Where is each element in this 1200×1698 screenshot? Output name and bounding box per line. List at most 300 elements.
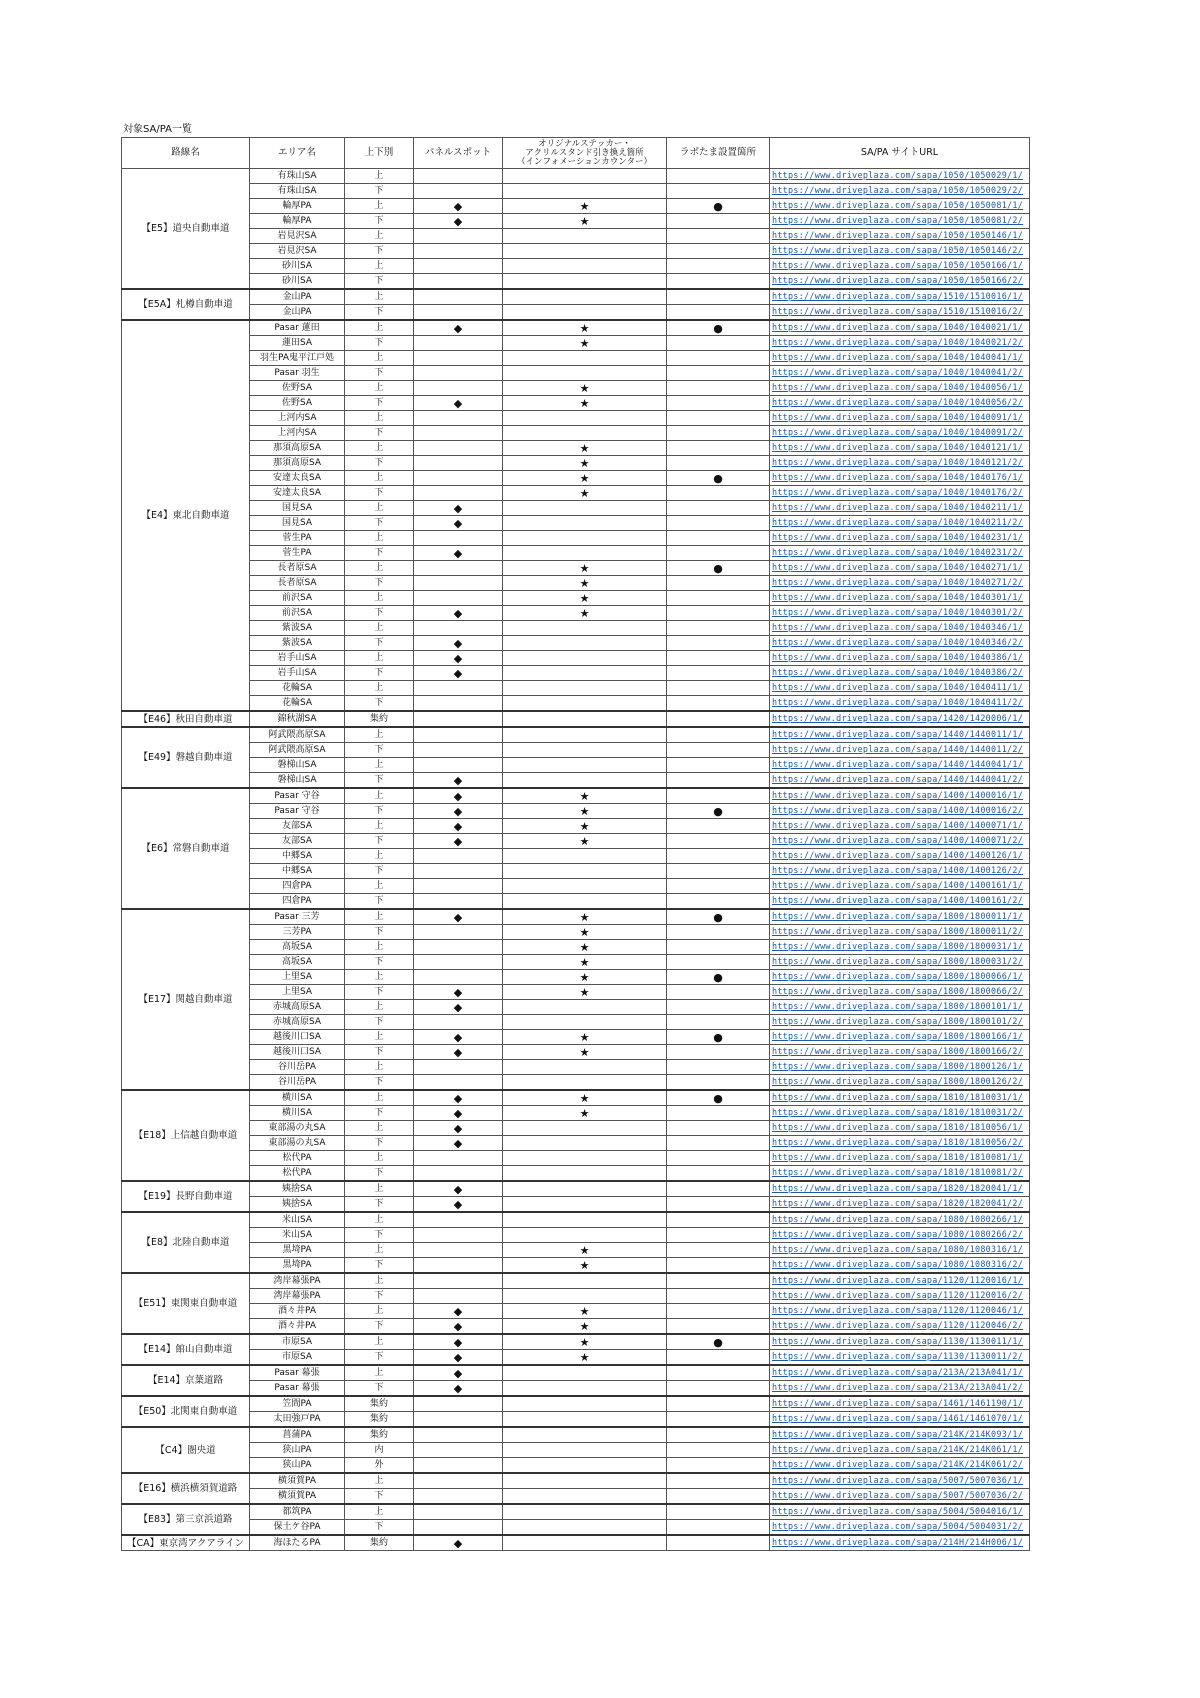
direction-cell: 下 [345, 305, 414, 321]
sapa-url-link[interactable]: https://www.driveplaza.com/sapa/1800/1800031/2/ [772, 956, 1024, 966]
table-row [122, 169, 1030, 184]
url-cell [770, 1166, 1030, 1182]
labotama-mark-cell [667, 1015, 770, 1030]
sapa-url-link[interactable]: https://www.driveplaza.com/sapa/1800/1800101/1/ [772, 1001, 1024, 1011]
sapa-url-link[interactable]: https://www.driveplaza.com/sapa/1040/1040411/2/ [772, 697, 1024, 707]
table-row [122, 1090, 1030, 1106]
url-cell [770, 305, 1030, 321]
url-cell [770, 396, 1030, 411]
table-row [122, 606, 1030, 621]
sticker-mark-cell [503, 1489, 667, 1505]
sapa-url-link[interactable]: https://www.driveplaza.com/sapa/1080/1080266/1/ [772, 1214, 1024, 1224]
labotama-mark-cell [667, 666, 770, 681]
sapa-url-link[interactable]: https://www.driveplaza.com/sapa/1800/1800011/1/ [772, 911, 1024, 921]
sapa-url-link[interactable]: https://www.driveplaza.com/sapa/1800/1800011/2/ [772, 926, 1024, 936]
url-cell [770, 1381, 1030, 1397]
sapa-url-link[interactable]: https://www.driveplaza.com/sapa/1820/1820041/1/ [772, 1183, 1024, 1193]
sapa-url-link[interactable]: https://www.driveplaza.com/sapa/1400/1400016/1/ [772, 790, 1024, 800]
sapa-url-link[interactable]: https://www.driveplaza.com/sapa/213A/213A041/2/ [772, 1382, 1024, 1392]
table-row [122, 879, 1030, 894]
direction-cell: 上 [345, 1365, 414, 1381]
sapa-url-link[interactable]: https://www.driveplaza.com/sapa/1130/1130011/2/ [772, 1351, 1024, 1361]
sapa-url-link[interactable]: https://www.driveplaza.com/sapa/1040/1040411/1/ [772, 682, 1024, 692]
sapa-url-link[interactable]: https://www.driveplaza.com/sapa/1040/1040021/1/ [772, 322, 1024, 332]
labotama-mark-cell: ● [667, 804, 770, 819]
panel-spot-mark-cell [414, 970, 503, 985]
table-row [122, 1489, 1030, 1505]
route-name-cell: 【E5A】札樽自動車道 [122, 289, 250, 320]
sapa-url-link[interactable]: https://www.driveplaza.com/sapa/1050/1050146/1/ [772, 230, 1024, 240]
url-cell [770, 411, 1030, 426]
area-name-cell: 菅生PA [250, 546, 345, 561]
sapa-url-link[interactable]: https://www.driveplaza.com/sapa/1040/1040271/2/ [772, 577, 1024, 587]
route-name-cell: 【E4】東北自動車道 [122, 320, 250, 711]
table-row [122, 471, 1030, 486]
labotama-mark-cell [667, 636, 770, 651]
labotama-mark-cell [667, 441, 770, 456]
sapa-url-link[interactable]: https://www.driveplaza.com/sapa/1120/1120046/2/ [772, 1320, 1024, 1330]
area-name-cell: 米山SA [250, 1228, 345, 1243]
area-name-cell: 三芳PA [250, 925, 345, 940]
panel-spot-mark-cell [414, 366, 503, 381]
sapa-url-link[interactable]: https://www.driveplaza.com/sapa/5004/5004031/2/ [772, 1521, 1024, 1531]
url-cell [770, 336, 1030, 351]
route-name-cell: 【E50】北関東自動車道 [122, 1396, 250, 1427]
table-row [122, 681, 1030, 696]
labotama-mark-cell [667, 1121, 770, 1136]
direction-cell: 下 [345, 773, 414, 789]
direction-cell: 下 [345, 1197, 414, 1213]
sapa-url-link[interactable]: https://www.driveplaza.com/sapa/1120/1120046/1/ [772, 1305, 1024, 1315]
sapa-url-link[interactable]: https://www.driveplaza.com/sapa/1400/1400071/1/ [772, 820, 1024, 830]
direction-cell: 上 [345, 289, 414, 305]
panel-spot-mark-cell [414, 1473, 503, 1489]
sapa-url-link[interactable]: https://www.driveplaza.com/sapa/1820/1820041/2/ [772, 1198, 1024, 1208]
sapa-url-link[interactable]: https://www.driveplaza.com/sapa/1420/1420006/1/ [772, 713, 1024, 723]
url-cell [770, 758, 1030, 773]
sapa-url-link[interactable]: https://www.driveplaza.com/sapa/1040/1040121/1/ [772, 442, 1024, 452]
area-name-cell: 前沢SA [250, 591, 345, 606]
labotama-mark-cell [667, 381, 770, 396]
area-name-cell: 横須賀PA [250, 1489, 345, 1505]
labotama-mark-cell [667, 849, 770, 864]
sapa-url-link[interactable]: https://www.driveplaza.com/sapa/213A/213A041/1/ [772, 1367, 1024, 1377]
labotama-mark-cell [667, 681, 770, 696]
sapa-url-link[interactable]: https://www.driveplaza.com/sapa/1810/1810056/2/ [772, 1137, 1024, 1147]
sapa-url-link[interactable]: https://www.driveplaza.com/sapa/1400/1400071/2/ [772, 835, 1024, 845]
table-body [122, 169, 1030, 1551]
area-name-cell: 東部湯の丸SA [250, 1136, 345, 1151]
panel-spot-mark-cell: ◆ [414, 199, 503, 214]
direction-cell: 上 [345, 681, 414, 696]
sapa-url-link[interactable]: https://www.driveplaza.com/sapa/1040/1040301/2/ [772, 607, 1024, 617]
url-cell [770, 1396, 1030, 1412]
table-row [122, 305, 1030, 321]
panel-spot-mark-cell: ◆ [414, 636, 503, 651]
table-row [122, 651, 1030, 666]
url-cell [770, 621, 1030, 636]
sapa-url-link[interactable]: https://www.driveplaza.com/sapa/1120/1120016/2/ [772, 1290, 1024, 1300]
table-row [122, 1151, 1030, 1166]
area-name-cell: Pasar 幕張 [250, 1381, 345, 1397]
url-cell [770, 516, 1030, 531]
panel-spot-mark-cell: ◆ [414, 834, 503, 849]
direction-cell: 集約 [345, 1396, 414, 1412]
sticker-mark-cell: ★ [503, 970, 667, 985]
panel-spot-mark-cell [414, 1412, 503, 1428]
table-row [122, 864, 1030, 879]
sapa-url-link[interactable]: https://www.driveplaza.com/sapa/1440/1440041/1/ [772, 759, 1024, 769]
sticker-mark-cell [503, 546, 667, 561]
labotama-mark-cell [667, 1212, 770, 1228]
labotama-mark-cell [667, 1273, 770, 1289]
table-row [122, 985, 1030, 1000]
sticker-mark-cell [503, 1273, 667, 1289]
table-row [122, 184, 1030, 199]
area-name-cell: 佐野SA [250, 396, 345, 411]
table-row [122, 229, 1030, 244]
area-name-cell: 岩手山SA [250, 651, 345, 666]
sapa-url-link[interactable]: https://www.driveplaza.com/sapa/1040/1040346/1/ [772, 622, 1024, 632]
sapa-url-link[interactable]: https://www.driveplaza.com/sapa/1800/1800101/2/ [772, 1016, 1024, 1026]
direction-cell: 上 [345, 381, 414, 396]
labotama-mark-cell [667, 1365, 770, 1381]
table-row [122, 909, 1030, 925]
table-row [122, 381, 1030, 396]
sapa-url-link[interactable]: https://www.driveplaza.com/sapa/5007/5007036/1/ [772, 1475, 1024, 1485]
sapa-url-link[interactable]: https://www.driveplaza.com/sapa/1040/1040056/1/ [772, 382, 1024, 392]
sapa-url-link[interactable]: https://www.driveplaza.com/sapa/1040/1040211/2/ [772, 517, 1024, 527]
area-name-cell: 谷川岳PA [250, 1060, 345, 1075]
sapa-url-link[interactable]: https://www.driveplaza.com/sapa/1040/1040211/1/ [772, 502, 1024, 512]
url-cell [770, 1458, 1030, 1474]
labotama-mark-cell: ● [667, 1334, 770, 1350]
url-cell [770, 289, 1030, 305]
header-panel-spot: パネルスポット [414, 138, 503, 169]
table-row [122, 1443, 1030, 1458]
sticker-mark-cell [503, 184, 667, 199]
sticker-mark-cell: ★ [503, 819, 667, 834]
sticker-mark-cell [503, 743, 667, 758]
area-name-cell: 那須高原SA [250, 441, 345, 456]
direction-cell: 下 [345, 925, 414, 940]
labotama-mark-cell [667, 864, 770, 879]
url-cell [770, 849, 1030, 864]
sticker-mark-cell: ★ [503, 909, 667, 925]
table-row [122, 1166, 1030, 1182]
sapa-url-link[interactable]: https://www.driveplaza.com/sapa/1080/1080316/2/ [772, 1259, 1024, 1269]
direction-cell: 集約 [345, 711, 414, 727]
sticker-mark-cell [503, 1458, 667, 1474]
direction-cell: 上 [345, 909, 414, 925]
sapa-url-link[interactable]: https://www.driveplaza.com/sapa/1800/1800126/1/ [772, 1061, 1024, 1071]
direction-cell: 上 [345, 471, 414, 486]
sticker-mark-cell: ★ [503, 381, 667, 396]
table-row [122, 561, 1030, 576]
sticker-mark-cell [503, 169, 667, 184]
sapa-url-link[interactable]: https://www.driveplaza.com/sapa/1050/1050029/1/ [772, 170, 1024, 180]
sapa-url-link[interactable]: https://www.driveplaza.com/sapa/214K/214K093/1/ [772, 1429, 1024, 1439]
area-name-cell: 紫波SA [250, 621, 345, 636]
panel-spot-mark-cell: ◆ [414, 1334, 503, 1350]
sapa-url-link[interactable]: https://www.driveplaza.com/sapa/1080/1080266/2/ [772, 1229, 1024, 1239]
sapa-url-link[interactable]: https://www.driveplaza.com/sapa/5007/5007036/2/ [772, 1490, 1024, 1500]
panel-spot-mark-cell [414, 561, 503, 576]
table-row [122, 289, 1030, 305]
url-cell [770, 561, 1030, 576]
direction-cell: 下 [345, 985, 414, 1000]
area-name-cell: 菅生PA [250, 531, 345, 546]
direction-cell: 集約 [345, 1412, 414, 1428]
sticker-mark-cell [503, 1520, 667, 1536]
sapa-url-link[interactable]: https://www.driveplaza.com/sapa/1040/1040346/2/ [772, 637, 1024, 647]
sapa-url-link[interactable]: https://www.driveplaza.com/sapa/1050/1050029/2/ [772, 185, 1024, 195]
labotama-mark-cell [667, 1304, 770, 1319]
sapa-url-link[interactable]: https://www.driveplaza.com/sapa/1040/1040021/2/ [772, 337, 1024, 347]
direction-cell: 上 [345, 621, 414, 636]
sapa-url-link[interactable]: https://www.driveplaza.com/sapa/1040/1040091/2/ [772, 427, 1024, 437]
panel-spot-mark-cell [414, 1243, 503, 1258]
labotama-mark-cell [667, 184, 770, 199]
sapa-url-link[interactable]: https://www.driveplaza.com/sapa/1800/1800166/2/ [772, 1046, 1024, 1056]
table-row [122, 1106, 1030, 1121]
direction-cell: 上 [345, 1121, 414, 1136]
sticker-mark-cell [503, 426, 667, 441]
area-name-cell: 金山PA [250, 305, 345, 321]
table-row [122, 1289, 1030, 1304]
sapa-url-link[interactable]: https://www.driveplaza.com/sapa/1040/1040271/1/ [772, 562, 1024, 572]
direction-cell: 上 [345, 1504, 414, 1520]
sapa-url-link[interactable]: https://www.driveplaza.com/sapa/1050/1050166/2/ [772, 275, 1024, 285]
sapa-url-link[interactable]: https://www.driveplaza.com/sapa/1510/1510016/2/ [772, 306, 1024, 316]
sapa-url-link[interactable]: https://www.driveplaza.com/sapa/1440/1440011/1/ [772, 729, 1024, 739]
panel-spot-mark-cell: ◆ [414, 788, 503, 804]
sticker-mark-cell [503, 1015, 667, 1030]
sapa-url-link[interactable]: https://www.driveplaza.com/sapa/1800/1800166/1/ [772, 1031, 1024, 1041]
sapa-url-link[interactable]: https://www.driveplaza.com/sapa/1440/1440011/2/ [772, 744, 1024, 754]
table-row [122, 1319, 1030, 1335]
labotama-mark-cell [667, 727, 770, 743]
url-cell [770, 804, 1030, 819]
sapa-url-link[interactable]: https://www.driveplaza.com/sapa/1050/1050166/1/ [772, 260, 1024, 270]
area-name-cell: 市原SA [250, 1334, 345, 1350]
area-name-cell: 安達太良SA [250, 471, 345, 486]
sapa-url-link[interactable]: https://www.driveplaza.com/sapa/1050/1050081/2/ [772, 215, 1024, 225]
url-cell [770, 1212, 1030, 1228]
area-name-cell: Pasar 幕張 [250, 1365, 345, 1381]
sticker-mark-cell: ★ [503, 788, 667, 804]
labotama-mark-cell [667, 1473, 770, 1489]
area-name-cell: 横須賀PA [250, 1473, 345, 1489]
direction-cell: 下 [345, 456, 414, 471]
labotama-mark-cell [667, 1045, 770, 1060]
route-name-cell: 【E49】磐越自動車道 [122, 727, 250, 788]
sapa-url-link[interactable]: https://www.driveplaza.com/sapa/1050/1050146/2/ [772, 245, 1024, 255]
url-cell [770, 819, 1030, 834]
panel-spot-mark-cell [414, 259, 503, 274]
sapa-url-link[interactable]: https://www.driveplaza.com/sapa/1050/1050081/1/ [772, 200, 1024, 210]
table-row [122, 955, 1030, 970]
sapa-url-link[interactable]: https://www.driveplaza.com/sapa/1080/1080316/1/ [772, 1244, 1024, 1254]
table-row [122, 366, 1030, 381]
table-row [122, 849, 1030, 864]
sapa-url-link[interactable]: https://www.driveplaza.com/sapa/1461/1461070/1/ [772, 1413, 1024, 1423]
table-row [122, 1412, 1030, 1428]
labotama-mark-cell [667, 289, 770, 305]
sapa-url-link[interactable]: https://www.driveplaza.com/sapa/1040/1040176/1/ [772, 472, 1024, 482]
sapa-url-link[interactable]: https://www.driveplaza.com/sapa/1800/1800031/1/ [772, 941, 1024, 951]
area-name-cell: 笠間PA [250, 1396, 345, 1412]
url-cell [770, 471, 1030, 486]
sapa-url-link[interactable]: https://www.driveplaza.com/sapa/1800/1800066/1/ [772, 971, 1024, 981]
sapa-url-link[interactable]: https://www.driveplaza.com/sapa/1510/1510016/1/ [772, 291, 1024, 301]
direction-cell: 上 [345, 1212, 414, 1228]
area-name-cell: 市原SA [250, 1350, 345, 1366]
sapa-url-link[interactable]: https://www.driveplaza.com/sapa/5004/5004016/1/ [772, 1506, 1024, 1516]
panel-spot-mark-cell [414, 1212, 503, 1228]
table-row [122, 804, 1030, 819]
sapa-url-link[interactable]: https://www.driveplaza.com/sapa/1040/1040386/1/ [772, 652, 1024, 662]
url-cell [770, 834, 1030, 849]
sapa-url-link[interactable]: https://www.driveplaza.com/sapa/1040/1040091/1/ [772, 412, 1024, 422]
sticker-mark-cell [503, 1151, 667, 1166]
url-cell [770, 381, 1030, 396]
area-name-cell: 四倉PA [250, 879, 345, 894]
sapa-url-link[interactable]: https://www.driveplaza.com/sapa/1400/1400161/2/ [772, 895, 1024, 905]
direction-cell: 下 [345, 606, 414, 621]
sapa-url-link[interactable]: https://www.driveplaza.com/sapa/1040/1040176/2/ [772, 487, 1024, 497]
area-name-cell: 姨捨SA [250, 1181, 345, 1197]
panel-spot-mark-cell [414, 1489, 503, 1505]
sapa-url-link[interactable]: https://www.driveplaza.com/sapa/214K/214K061/2/ [772, 1459, 1024, 1469]
url-cell [770, 788, 1030, 804]
area-name-cell: 岩見沢SA [250, 229, 345, 244]
direction-cell: 下 [345, 864, 414, 879]
table-row [122, 259, 1030, 274]
direction-cell: 下 [345, 1166, 414, 1182]
area-name-cell: 磐梯山SA [250, 773, 345, 789]
labotama-mark-cell [667, 305, 770, 321]
sapa-url-link[interactable]: https://www.driveplaza.com/sapa/1810/1810031/1/ [772, 1092, 1024, 1102]
table-row [122, 516, 1030, 531]
panel-spot-mark-cell [414, 411, 503, 426]
sapa-url-link[interactable]: https://www.driveplaza.com/sapa/1461/1461190/1/ [772, 1398, 1024, 1408]
url-cell [770, 1197, 1030, 1213]
table-row [122, 940, 1030, 955]
labotama-mark-cell [667, 1350, 770, 1366]
area-name-cell: 中郷SA [250, 849, 345, 864]
sapa-url-link[interactable]: https://www.driveplaza.com/sapa/1040/1040041/1/ [772, 352, 1024, 362]
url-cell [770, 681, 1030, 696]
direction-cell: 下 [345, 396, 414, 411]
direction-cell: 上 [345, 411, 414, 426]
panel-spot-mark-cell: ◆ [414, 1197, 503, 1213]
sticker-mark-cell [503, 1166, 667, 1182]
sapa-url-link[interactable]: https://www.driveplaza.com/sapa/1040/1040041/2/ [772, 367, 1024, 377]
sapa-url-link[interactable]: https://www.driveplaza.com/sapa/1800/1800126/2/ [772, 1076, 1024, 1086]
sapa-url-link[interactable]: https://www.driveplaza.com/sapa/1400/1400126/1/ [772, 850, 1024, 860]
labotama-mark-cell [667, 1427, 770, 1443]
panel-spot-mark-cell [414, 1427, 503, 1443]
sapa-url-link[interactable]: https://www.driveplaza.com/sapa/214K/214K061/1/ [772, 1444, 1024, 1454]
sticker-mark-cell: ★ [503, 456, 667, 471]
sapa-url-link[interactable]: https://www.driveplaza.com/sapa/1400/1400161/1/ [772, 880, 1024, 890]
sticker-mark-cell [503, 1412, 667, 1428]
sapa-url-link[interactable]: https://www.driveplaza.com/sapa/1040/1040301/1/ [772, 592, 1024, 602]
labotama-mark-cell: ● [667, 1030, 770, 1045]
sapa-url-link[interactable]: https://www.driveplaza.com/sapa/1810/1810056/1/ [772, 1122, 1024, 1132]
sticker-mark-cell [503, 1075, 667, 1091]
area-name-cell: 松代PA [250, 1166, 345, 1182]
sapa-url-link[interactable]: https://www.driveplaza.com/sapa/1800/1800066/2/ [772, 986, 1024, 996]
panel-spot-mark-cell [414, 1015, 503, 1030]
sapa-url-link[interactable]: https://www.driveplaza.com/sapa/1040/1040121/2/ [772, 457, 1024, 467]
url-cell [770, 727, 1030, 743]
table-row [122, 1273, 1030, 1289]
labotama-mark-cell [667, 274, 770, 290]
panel-spot-mark-cell: ◆ [414, 1090, 503, 1106]
labotama-mark-cell: ● [667, 1090, 770, 1106]
sapa-url-link[interactable]: https://www.driveplaza.com/sapa/1120/1120016/1/ [772, 1275, 1024, 1285]
direction-cell: 下 [345, 696, 414, 712]
sticker-mark-cell: ★ [503, 925, 667, 940]
table-row [122, 1458, 1030, 1474]
panel-spot-mark-cell [414, 1258, 503, 1274]
sapa-url-link[interactable]: https://www.driveplaza.com/sapa/214H/214H006/1/ [772, 1537, 1024, 1547]
url-cell [770, 1243, 1030, 1258]
area-name-cell: 花輪SA [250, 681, 345, 696]
url-cell [770, 1045, 1030, 1060]
route-name-cell: 【E46】秋田自動車道 [122, 711, 250, 727]
sapa-url-link[interactable]: https://www.driveplaza.com/sapa/1400/1400126/2/ [772, 865, 1024, 875]
panel-spot-mark-cell: ◆ [414, 1365, 503, 1381]
sapa-url-link[interactable]: https://www.driveplaza.com/sapa/1040/1040056/2/ [772, 397, 1024, 407]
table-row [122, 1535, 1030, 1551]
sapa-url-link[interactable]: https://www.driveplaza.com/sapa/1040/1040231/1/ [772, 532, 1024, 542]
sapa-url-link[interactable]: https://www.driveplaza.com/sapa/1040/1040231/2/ [772, 547, 1024, 557]
url-cell [770, 184, 1030, 199]
labotama-mark-cell [667, 651, 770, 666]
route-name-cell: 【E5】道央自動車道 [122, 169, 250, 290]
sticker-mark-cell [503, 366, 667, 381]
url-cell [770, 864, 1030, 879]
area-name-cell: 砂川SA [250, 274, 345, 290]
sapa-url-link[interactable]: https://www.driveplaza.com/sapa/1810/1810081/2/ [772, 1167, 1024, 1177]
panel-spot-mark-cell [414, 864, 503, 879]
direction-cell: 下 [345, 1075, 414, 1091]
area-name-cell: Pasar 羽生 [250, 366, 345, 381]
panel-spot-mark-cell: ◆ [414, 396, 503, 411]
sticker-mark-cell [503, 864, 667, 879]
sapa-url-link[interactable]: https://www.driveplaza.com/sapa/1440/1440041/2/ [772, 774, 1024, 784]
sticker-mark-cell [503, 894, 667, 910]
panel-spot-mark-cell: ◆ [414, 214, 503, 229]
sapa-url-link[interactable]: https://www.driveplaza.com/sapa/1810/1810081/1/ [772, 1152, 1024, 1162]
sticker-mark-cell: ★ [503, 199, 667, 214]
table-row [122, 1136, 1030, 1151]
sapa-url-link[interactable]: https://www.driveplaza.com/sapa/1040/1040386/2/ [772, 667, 1024, 677]
table-row [122, 773, 1030, 789]
direction-cell: 集約 [345, 1535, 414, 1551]
sticker-mark-cell [503, 1289, 667, 1304]
sapa-url-link[interactable]: https://www.driveplaza.com/sapa/1810/1810031/2/ [772, 1107, 1024, 1117]
labotama-mark-cell [667, 1000, 770, 1015]
sticker-mark-cell [503, 1181, 667, 1197]
sapa-url-link[interactable]: https://www.driveplaza.com/sapa/1130/1130011/1/ [772, 1336, 1024, 1346]
sapa-url-link[interactable]: https://www.driveplaza.com/sapa/1400/1400016/2/ [772, 805, 1024, 815]
direction-cell: 上 [345, 1334, 414, 1350]
table-row [122, 531, 1030, 546]
